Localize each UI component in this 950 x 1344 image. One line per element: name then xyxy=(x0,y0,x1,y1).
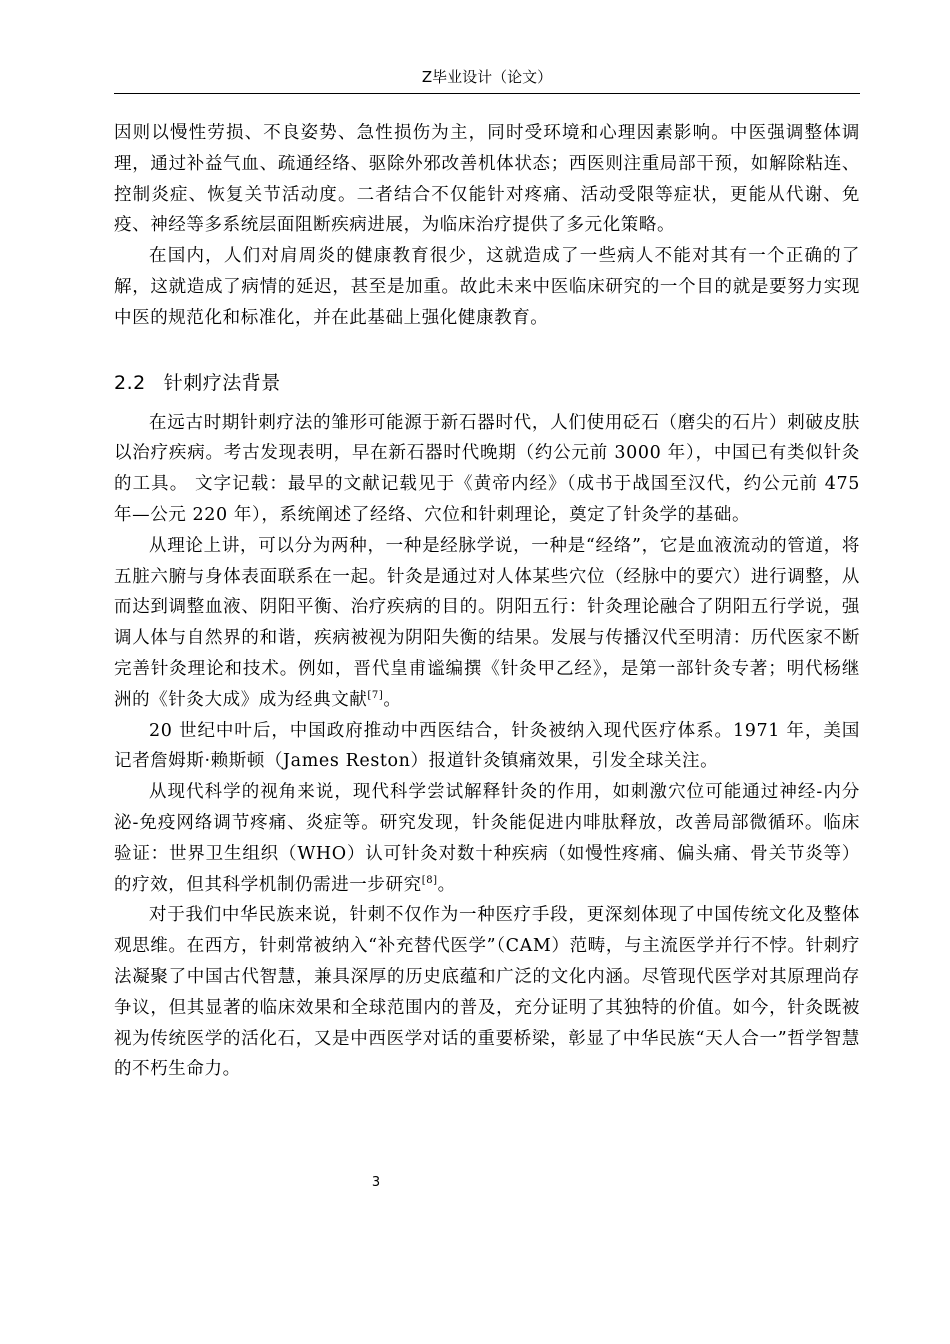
header-title: Z毕业设计（论文） xyxy=(421,68,553,86)
citation: [7] xyxy=(367,689,384,701)
paragraph: 20 世纪中叶后，中国政府推动中西医结合，针灸被纳入现代医疗体系。1971 年，美国记者詹姆斯·赖斯顿（James Reston）报道针灸镇痛效果，引发全球关注。 xyxy=(114,720,860,772)
section-number: 2.2 xyxy=(114,371,146,394)
citation: [8] xyxy=(421,874,438,886)
document-body xyxy=(114,118,860,1085)
section-heading xyxy=(114,368,860,398)
paragraph: 对于我们中华民族来说，针刺不仅作为一种医疗手段，更深刻体现了中国传统文化及整体观思维。在西方，针刺常被纳入“补充替代医学”（CAM）范畴，与主流医学并行不悖。针刺疗法凝聚了中国古代智慧，兼具深厚的历史底蕴和广泛的文化内涵。尽管现代医学对其原理尚存争议，但其显著的临床效果和全球范围内的普及，充分证明了其独特的价值。如今，针灸既被视为传统医学的活化石，又是中西医学对话的重要桥梁，彰显了中华民族“天人合一”哲学智慧的不朽生命力。 xyxy=(114,905,860,1080)
page-number: 3 xyxy=(371,1175,381,1190)
page-header xyxy=(114,66,860,94)
paragraph: 在国内，人们对肩周炎的健康教育很少，这就造成了一些病人不能对其有一个正确的了解，这就造成了病情的延迟，甚至是加重。故此未来中医临床研究的一个目的就是要努力实现中医的规范化和标准化，并在此基础上强化健康教育。 xyxy=(114,246,860,328)
paragraph: 因则以慢性劳损、不良姿势、急性损伤为主，同时受环境和心理因素影响。中医强调整体调理，通过补益气血、疏通经络、驱除外邪改善机体状态；西医则注重局部干预，如解除粘连、控制炎症、恢复关节活动度。二者结合不仅能针对疼痛、活动受限等症状，更能从代谢、免疫、神经等多系统层面阻断疾病进展，为临床治疗提供了多元化策略。 xyxy=(114,123,860,236)
section-title: 针刺疗法背景 xyxy=(163,371,281,394)
paragraph: 从现代科学的视角来说，现代科学尝试解释针灸的作用，如刺激穴位可能通过神经-内分泌-免疫网络调节疼痛、炎症等。研究发现，针灸能促进内啡肽释放，改善局部微循环。临床验证：世界卫生组织（WHO）认可针灸对数十种疾病（如慢性疼痛、偏头痛、骨关节炎等）的疗效，但其科学机制仍需进一步研究[8]。 xyxy=(114,782,860,895)
paragraph: 从理论上讲，可以分为两种，一种是经脉学说，一种是“经络”，它是血液流动的管道，将五脏六腑与身体表面联系在一起。针灸是通过对人体某些穴位（经脉中的要穴）进行调整，从而达到调整血液、阴阳平衡、治疗疾病的目的。阴阳五行：针灸理论融合了阴阳五行学说，强调人体与自然界的和谐，疾病被视为阴阳失衡的结果。发展与传播汉代至明清：历代医家不断完善针灸理论和技术。例如，晋代皇甫谧编撰《针灸甲乙经》，是第一部针灸专著；明代杨继洲的《针灸大成》成为经典文献[7]。 xyxy=(114,535,860,710)
paragraph: 在远古时期针刺疗法的雏形可能源于新石器时代，人们使用砭石（磨尖的石片）刺破皮肤以治疗疾病。考古发现表明，早在新石器时代晚期（约公元前 3000 年），中国已有类似针灸的工具。 文字记载：最早的文献记载见于《黄帝内经》（成书于战国至汉代，约公元前 475 年—公元 220 年），系统阐述了经络、穴位和针刺理论，奠定了针灸学的基础。 xyxy=(114,412,860,525)
